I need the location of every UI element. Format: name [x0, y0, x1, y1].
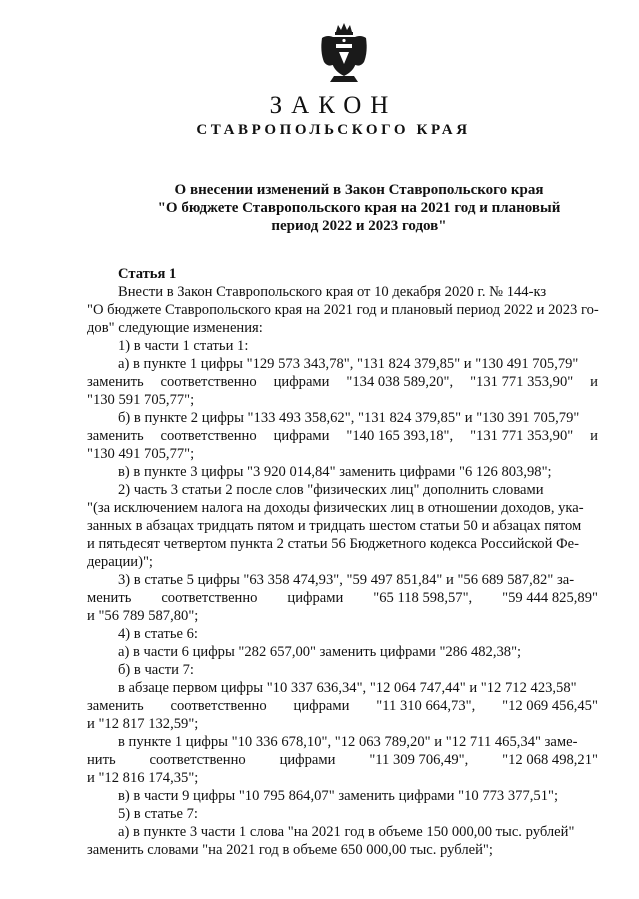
- word: цифрами: [287, 590, 344, 606]
- text-line: "130 591 705,77";: [87, 392, 195, 408]
- word: "65 118 598,57",: [373, 590, 473, 606]
- text-line: и "12 816 174,35";: [87, 770, 199, 786]
- text-line: 1) в части 1 статьи 1:: [118, 338, 249, 354]
- text-line: дерации)";: [87, 554, 153, 570]
- word: заменить: [87, 374, 144, 390]
- text-line: в) в части 9 цифры "10 795 864,07" заменить цифрами "10 773 377,51";: [118, 788, 559, 804]
- text-line: 4) в статье 6:: [118, 626, 198, 642]
- word: "11 310 664,73",: [376, 698, 476, 714]
- word: цифрами: [273, 374, 330, 390]
- word: "131 771 353,90": [470, 428, 574, 444]
- text-line: "(за исключением налога на доходы физических лиц в отношении доходов, ука-: [87, 500, 584, 516]
- word: и: [590, 428, 598, 444]
- word: соответственно: [160, 428, 257, 444]
- text-line: Внести в Закон Ставропольского края от 10 декабря 2020 г. № 144-кз: [118, 284, 547, 300]
- word: "59 444 825,89": [502, 590, 598, 606]
- document-title: ЗАКОН: [269, 92, 398, 119]
- word: менить: [87, 590, 132, 606]
- text-line: 3) в статье 5 цифры "63 358 474,93", "59 497 851,84" и "56 689 587,82" за-: [118, 572, 575, 588]
- law-heading: [118, 181, 600, 235]
- word: соответственно: [160, 374, 257, 390]
- text-line: заменить словами "на 2021 год в объеме 650 000,00 тыс. рублей";: [87, 842, 493, 858]
- text-line: а) в пункте 3 части 1 слова "на 2021 год в объеме 150 000,00 тыс. рублей": [118, 824, 575, 840]
- word: соответственно: [170, 698, 267, 714]
- word: нить: [87, 752, 116, 768]
- word: "134 038 589,20",: [346, 374, 454, 390]
- text-line: 2) часть 3 статьи 2 после слов "физических лиц" дополнить словами: [118, 482, 544, 498]
- text-line: и пятьдесят четвертом пункта 2 статьи 56 Бюджетного кодекса Российской Фе-: [87, 536, 579, 552]
- word: "12 069 456,45": [502, 698, 598, 714]
- word: "131 771 353,90": [470, 374, 574, 390]
- text-line: и "12 817 132,59";: [87, 716, 199, 732]
- word: цифрами: [293, 698, 350, 714]
- word: заменить: [87, 428, 144, 444]
- article-label: Статья 1: [118, 266, 177, 282]
- text-line: "О бюджете Ставропольского края на 2021 год и плановый период 2022 и 2023 го-: [87, 302, 599, 318]
- justified-line: [87, 697, 598, 715]
- word: цифрами: [279, 752, 336, 768]
- coat-of-arms-icon: [318, 22, 370, 84]
- word: "140 165 393,18",: [346, 428, 454, 444]
- word: соответственно: [161, 590, 258, 606]
- text-line: дов" следующие изменения:: [87, 320, 263, 336]
- word: "12 068 498,21": [502, 752, 598, 768]
- word: цифрами: [273, 428, 330, 444]
- text-line: б) в пункте 2 цифры "133 493 358,62", "131 824 379,85" и "130 391 705,79": [118, 410, 580, 426]
- text-line: б) в части 7:: [118, 662, 194, 678]
- text-line: "130 491 705,77";: [87, 446, 195, 462]
- document-subtitle: СТАВРОПОЛЬСКОГО КРАЯ: [196, 122, 471, 138]
- text-line: и "56 789 587,80";: [87, 608, 199, 624]
- text-line: занных в абзацах тридцать пятом и тридцать шестом статьи 50 и абзацах пятом: [87, 518, 582, 534]
- text-line: а) в части 6 цифры "282 657,00" заменить цифрами "286 482,38";: [118, 644, 522, 660]
- text-line: в абзаце первом цифры "10 337 636,34", "12 064 747,44" и "12 712 423,58": [118, 680, 577, 696]
- justified-line: [87, 427, 598, 445]
- text-line: 5) в статье 7:: [118, 806, 198, 822]
- heading-line: О внесении изменений в Закон Ставропольского края: [174, 182, 544, 198]
- heading-line: период 2022 и 2023 годов": [271, 218, 447, 234]
- justified-line: [87, 589, 598, 607]
- word: "11 309 706,49",: [369, 752, 469, 768]
- text-line: в) в пункте 3 цифры "3 920 014,84" заменить цифрами "6 126 803,98";: [118, 464, 552, 480]
- heading-line: "О бюджете Ставропольского края на 2021 год и плановый: [157, 200, 561, 216]
- word: заменить: [87, 698, 144, 714]
- text-line: а) в пункте 1 цифры "129 573 343,78", "131 824 379,85" и "130 491 705,79": [118, 356, 579, 372]
- word: соответственно: [149, 752, 246, 768]
- text-line: в пункте 1 цифры "10 336 678,10", "12 063 789,20" и "12 711 465,34" заме-: [118, 734, 578, 750]
- justified-line: [87, 751, 598, 769]
- justified-line: [87, 373, 598, 391]
- word: и: [590, 374, 598, 390]
